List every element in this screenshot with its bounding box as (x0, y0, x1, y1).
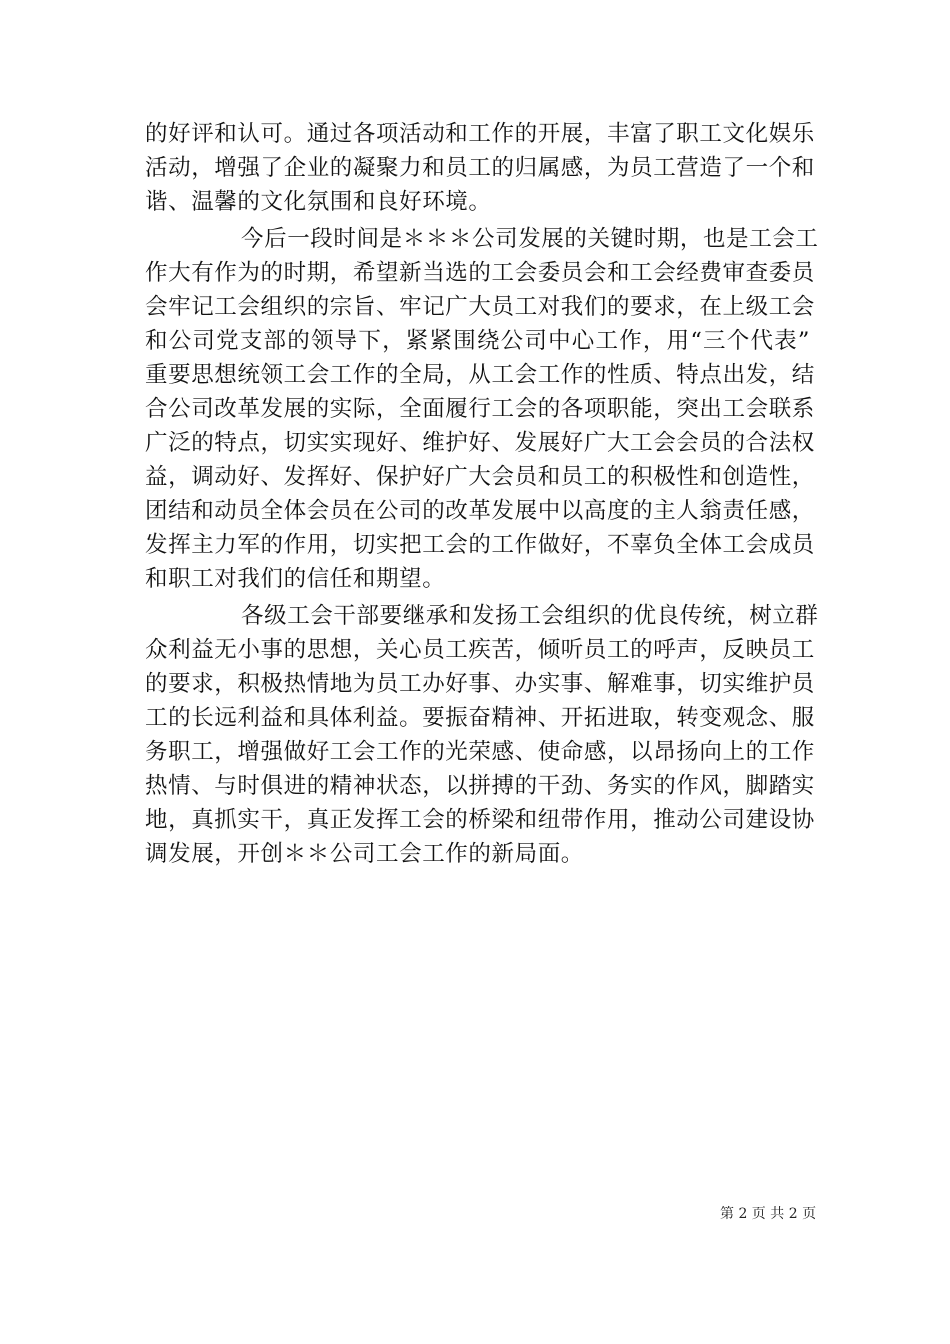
text-line: 重要思想统领工会工作的全局，从工会工作的性质、特点出发，结 (145, 362, 815, 388)
text-line: 的好评和认可。通过各项活动和工作的开展，丰富了职工文化娱乐 (145, 121, 815, 147)
document-body (145, 117, 819, 871)
text-line: 工的长远利益和具体利益。要振奋精神、开拓进取，转变观念、服 (145, 705, 815, 731)
text-line: 今后一段时间是＊＊＊公司发展的关键时期，也是工会工 (241, 226, 819, 252)
paragraph-2 (145, 222, 819, 596)
text-line: 会牢记工会组织的宗旨、牢记广大员工对我们的要求，在上级工会 (145, 294, 815, 320)
page-number: 第 2 页 共 2 页 (720, 1206, 817, 1222)
text-line: 和职工对我们的信任和期望。 (145, 566, 446, 592)
text-line: 各级工会干部要继承和发扬工会组织的优良传统，树立群 (241, 603, 819, 629)
text-line: 地，真抓实干，真正发挥工会的桥梁和纽带作用，推动公司建设协 (145, 807, 815, 833)
text-line: 发挥主力军的作用，切实把工会的工作做好，不辜负全体工会成员 (145, 532, 815, 558)
text-line: 益，调动好、发挥好、保护好广大会员和员工的积极性和创造性， (145, 464, 815, 490)
text-line: 众利益无小事的思想，关心员工疾苦，倾听员工的呼声，反映员工 (145, 637, 815, 663)
text-line: 活动，增强了企业的凝聚力和员工的归属感，为员工营造了一个和 (145, 155, 815, 181)
text-line: 谐、温馨的文化氛围和良好环境。 (145, 189, 492, 215)
paragraph-1 (145, 117, 815, 219)
text-line: 务职工，增强做好工会工作的光荣感、使命感，以昂扬向上的工作 (145, 739, 815, 765)
text-line: 和公司党支部的领导下，紧紧围绕公司中心工作，用“三个代表” (145, 328, 810, 354)
text-line: 团结和动员全体会员在公司的改革发展中以高度的主人翁责任感， (145, 498, 815, 524)
text-line: 广泛的特点，切实实现好、维护好、发展好广大工会会员的合法权 (145, 430, 815, 456)
text-line: 作大有作为的时期，希望新当选的工会委员会和工会经费审查委员 (145, 260, 815, 286)
text-line: 调发展，开创＊＊公司工会工作的新局面。 (145, 841, 584, 867)
text-line: 热情、与时俱进的精神状态，以拼搏的干劲、务实的作风，脚踏实 (145, 773, 815, 799)
paragraph-3 (145, 599, 819, 871)
text-line: 合公司改革发展的实际，全面履行工会的各项职能，突出工会联系 (145, 396, 815, 422)
text-line: 的要求，积极热情地为员工办好事、办实事、解难事，切实维护员 (145, 671, 815, 697)
